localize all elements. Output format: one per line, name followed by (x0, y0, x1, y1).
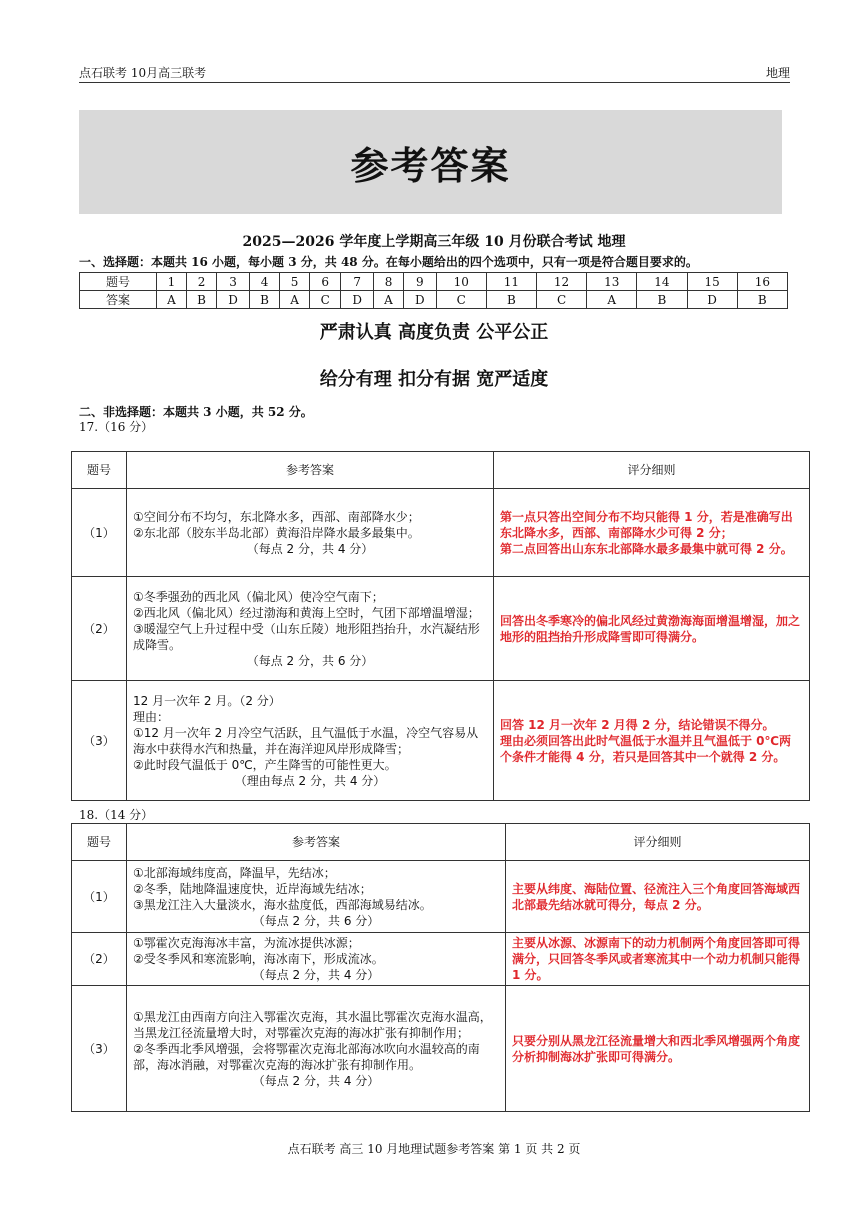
rubric-point: 第一点只答出空间分布不均只能得 1 分，若是准确写出东北降水多，西部、南部降水少可得 2 分； (500, 509, 793, 540)
mc-question-number: 1 (157, 273, 187, 291)
col-num: 题号 (72, 452, 127, 489)
mc-question-number: 4 (249, 273, 279, 291)
reference-answer (127, 489, 494, 577)
mc-question-number: 8 (374, 273, 404, 291)
mc-answer: A (280, 291, 310, 309)
score-note: （每点 2 分，共 4 分） (252, 968, 380, 982)
scoring-rubric (494, 489, 810, 577)
header-left: 点石联考 10月高三联考 (79, 66, 207, 80)
answer-point: ②东北部（胶东半岛北部）黄海沿岸降水最多最集中。 (133, 525, 420, 540)
mc-question-number: 14 (637, 273, 687, 291)
answer-row (72, 489, 810, 577)
col-answer: 参考答案 (127, 824, 506, 861)
col-rubric: 评分细则 (494, 452, 810, 489)
mc-question-number: 13 (587, 273, 637, 291)
mc-answer: C (536, 291, 586, 309)
mc-question-number: 7 (341, 273, 374, 291)
sub-question-number: （2） (72, 577, 127, 681)
answer-point: ③黑龙江注入大量淡水，海水盐度低，西部海域易结冰。 (133, 897, 432, 912)
mc-question-number: 11 (486, 273, 536, 291)
score-note: （每点 2 分，共 6 分） (252, 913, 380, 928)
sub-question-number: （1） (72, 861, 127, 933)
answer-point: ②受冬季风和寒流影响，海冰南下，形成流冰。 (133, 952, 384, 966)
mc-number-row (80, 273, 788, 291)
rubric-point: 第二点回答出山东东北部降水最多最集中就可得 2 分。 (500, 541, 793, 556)
scoring-rubric (494, 577, 810, 681)
answer-point: ①冬季强劲的西北风（偏北风）使冷空气南下； (133, 589, 384, 604)
mc-answer: B (486, 291, 536, 309)
q17-table (71, 451, 810, 801)
mc-question-number: 6 (309, 273, 340, 291)
mc-answer: A (374, 291, 404, 309)
mc-answer: B (637, 291, 687, 309)
rubric-point: 回答 12 月一次年 2 月得 2 分，结论错误不得分。 (500, 717, 775, 732)
col-rubric: 评分细则 (506, 824, 810, 861)
mc-answer: D (687, 291, 737, 309)
page-header (79, 64, 790, 83)
answer-point: 理由： (133, 709, 170, 724)
score-note: （每点 2 分，共 4 分） (252, 1073, 380, 1088)
rubric-point: 主要从纬度、海陆位置、径流注入三个角度回答海域西北部最先结冰就可得分，每点 2 分。 (512, 881, 801, 912)
reference-answer (127, 681, 494, 801)
answer-row (72, 861, 810, 933)
q18-label: 18.（14 分） (79, 808, 154, 822)
slogan-1: 严肃认真 高度负责 公平公正 (319, 322, 549, 343)
answer-point: 12 月一次年 2 月。（2 分） (133, 693, 281, 708)
mc-question-number: 10 (436, 273, 486, 291)
answer-row (72, 986, 810, 1112)
mc-answer: B (737, 291, 787, 309)
col-answer: 参考答案 (127, 452, 494, 489)
answer-row (72, 681, 810, 801)
answer-point: ③暖湿空气上升过程中受（山东丘陵）地形阻挡抬升，水汽凝结形成降雪。 (133, 621, 480, 652)
reference-answer (127, 986, 506, 1112)
section1-heading: 一、选择题：本题共 16 小题，每小题 3 分，共 48 分。在每小题给出的四个选项中，只有一项是符合题目要求的。 (79, 255, 698, 269)
sub-question-number: （3） (72, 986, 127, 1112)
banner-title: 参考答案 (350, 142, 511, 188)
mc-answer: D (341, 291, 374, 309)
mc-answer: C (436, 291, 486, 309)
reference-answer (127, 577, 494, 681)
reference-answer (127, 933, 506, 986)
answer-point: ②此时段气温低于 0℃，产生降雪的可能性更大。 (133, 757, 397, 772)
answer-point: ①12 月一次年 2 月冷空气活跃，且气温低于水温，冷空气容易从海水中获得水汽和热量，并在海洋迎风岸形成降雪； (133, 725, 479, 756)
mc-row-label: 题号 (80, 273, 157, 291)
q18-table (71, 823, 810, 1112)
scoring-rubric (506, 986, 810, 1112)
score-note: （每点 2 分，共 6 分） (246, 653, 374, 668)
scoring-rubric (506, 861, 810, 933)
mc-answer-table (79, 272, 788, 309)
mc-question-number: 9 (403, 273, 436, 291)
title-banner (79, 110, 782, 214)
mc-answer: A (587, 291, 637, 309)
reference-answer (127, 861, 506, 933)
score-note: （每点 2 分，共 4 分） (246, 541, 374, 556)
mc-answer: B (186, 291, 216, 309)
mc-answer-row (80, 291, 788, 309)
exam-title: 2025—2026 学年度上学期高三年级 10 月份联合考试 地理 (242, 234, 626, 250)
mc-question-number: 12 (536, 273, 586, 291)
mc-answer: D (217, 291, 250, 309)
score-note: （理由每点 2 分，共 4 分） (234, 773, 386, 788)
rubric-point: 只要分别从黑龙江径流量增大和西北季风增强两个角度分析抑制海冰扩张即可得满分。 (512, 1033, 801, 1064)
mc-question-number: 2 (186, 273, 216, 291)
q18-header-row (72, 824, 810, 861)
rubric-point: 理由必须回答出此时气温低于水温并且气温低于 0℃两个条件才能得 4 分，若只是回答其中一个就得 2 分。 (500, 733, 792, 764)
scoring-rubric (494, 681, 810, 801)
q17-label: 17.（16 分） (79, 420, 154, 434)
col-num: 题号 (72, 824, 127, 861)
answer-point: ①空间分布不均匀，东北降水多，西部、南部降水少； (133, 509, 420, 524)
mc-answer: D (403, 291, 436, 309)
answer-point: ②冬季，陆地降温速度快，近岸海域先结冰； (133, 881, 372, 896)
rubric-point: 回答出冬季寒冷的偏北风经过黄渤海海面增温增湿，加之地形的阻挡抬升形成降雪即可得满分。 (500, 613, 801, 644)
scoring-rubric (506, 933, 810, 986)
sub-question-number: （3） (72, 681, 127, 801)
rubric-point: 主要从冰源、冰源南下的动力机制两个角度回答即可得满分，只回答冬季风或者寒流其中一个动力机制只能得 1 分。 (512, 936, 801, 982)
header-right: 地理 (765, 66, 790, 80)
mc-question-number: 16 (737, 273, 787, 291)
sub-question-number: （1） (72, 489, 127, 577)
answer-row (72, 577, 810, 681)
slogan-2: 给分有理 扣分有据 宽严适度 (319, 369, 549, 390)
mc-answer: C (309, 291, 340, 309)
mc-answer: A (157, 291, 187, 309)
answer-point: ①北部海域纬度高，降温早，先结冰； (133, 865, 336, 880)
mc-question-number: 5 (280, 273, 310, 291)
section2-heading: 二、非选择题：本题共 3 小题，共 52 分。 (79, 405, 313, 419)
answer-point: ②冬季西北季风增强，会将鄂霍次克海北部海冰吹向水温较高的南部，海冰消融，对鄂霍次克海的海冰扩张有抑制作用。 (133, 1041, 480, 1072)
q17-header-row (72, 452, 810, 489)
answer-point: ②西北风（偏北风）经过渤海和黄海上空时，气团下部增温增湿； (133, 605, 480, 620)
answer-row (72, 933, 810, 986)
answer-point: ①黑龙江由西南方向注入鄂霍次克海，其水温比鄂霍次克海水温高，当黑龙江径流量增大时，对鄂霍次克海的海冰扩张有抑制作用； (133, 1009, 492, 1040)
mc-question-number: 15 (687, 273, 737, 291)
mc-answer: B (249, 291, 279, 309)
page-footer: 点石联考 高三 10 月地理试题参考答案 第 1 页 共 2 页 (287, 1142, 581, 1156)
mc-row-label: 答案 (80, 291, 157, 309)
mc-question-number: 3 (217, 273, 250, 291)
sub-question-number: （2） (72, 933, 127, 986)
answer-point: ①鄂霍次克海海冰丰富，为流冰提供冰源； (133, 936, 360, 950)
